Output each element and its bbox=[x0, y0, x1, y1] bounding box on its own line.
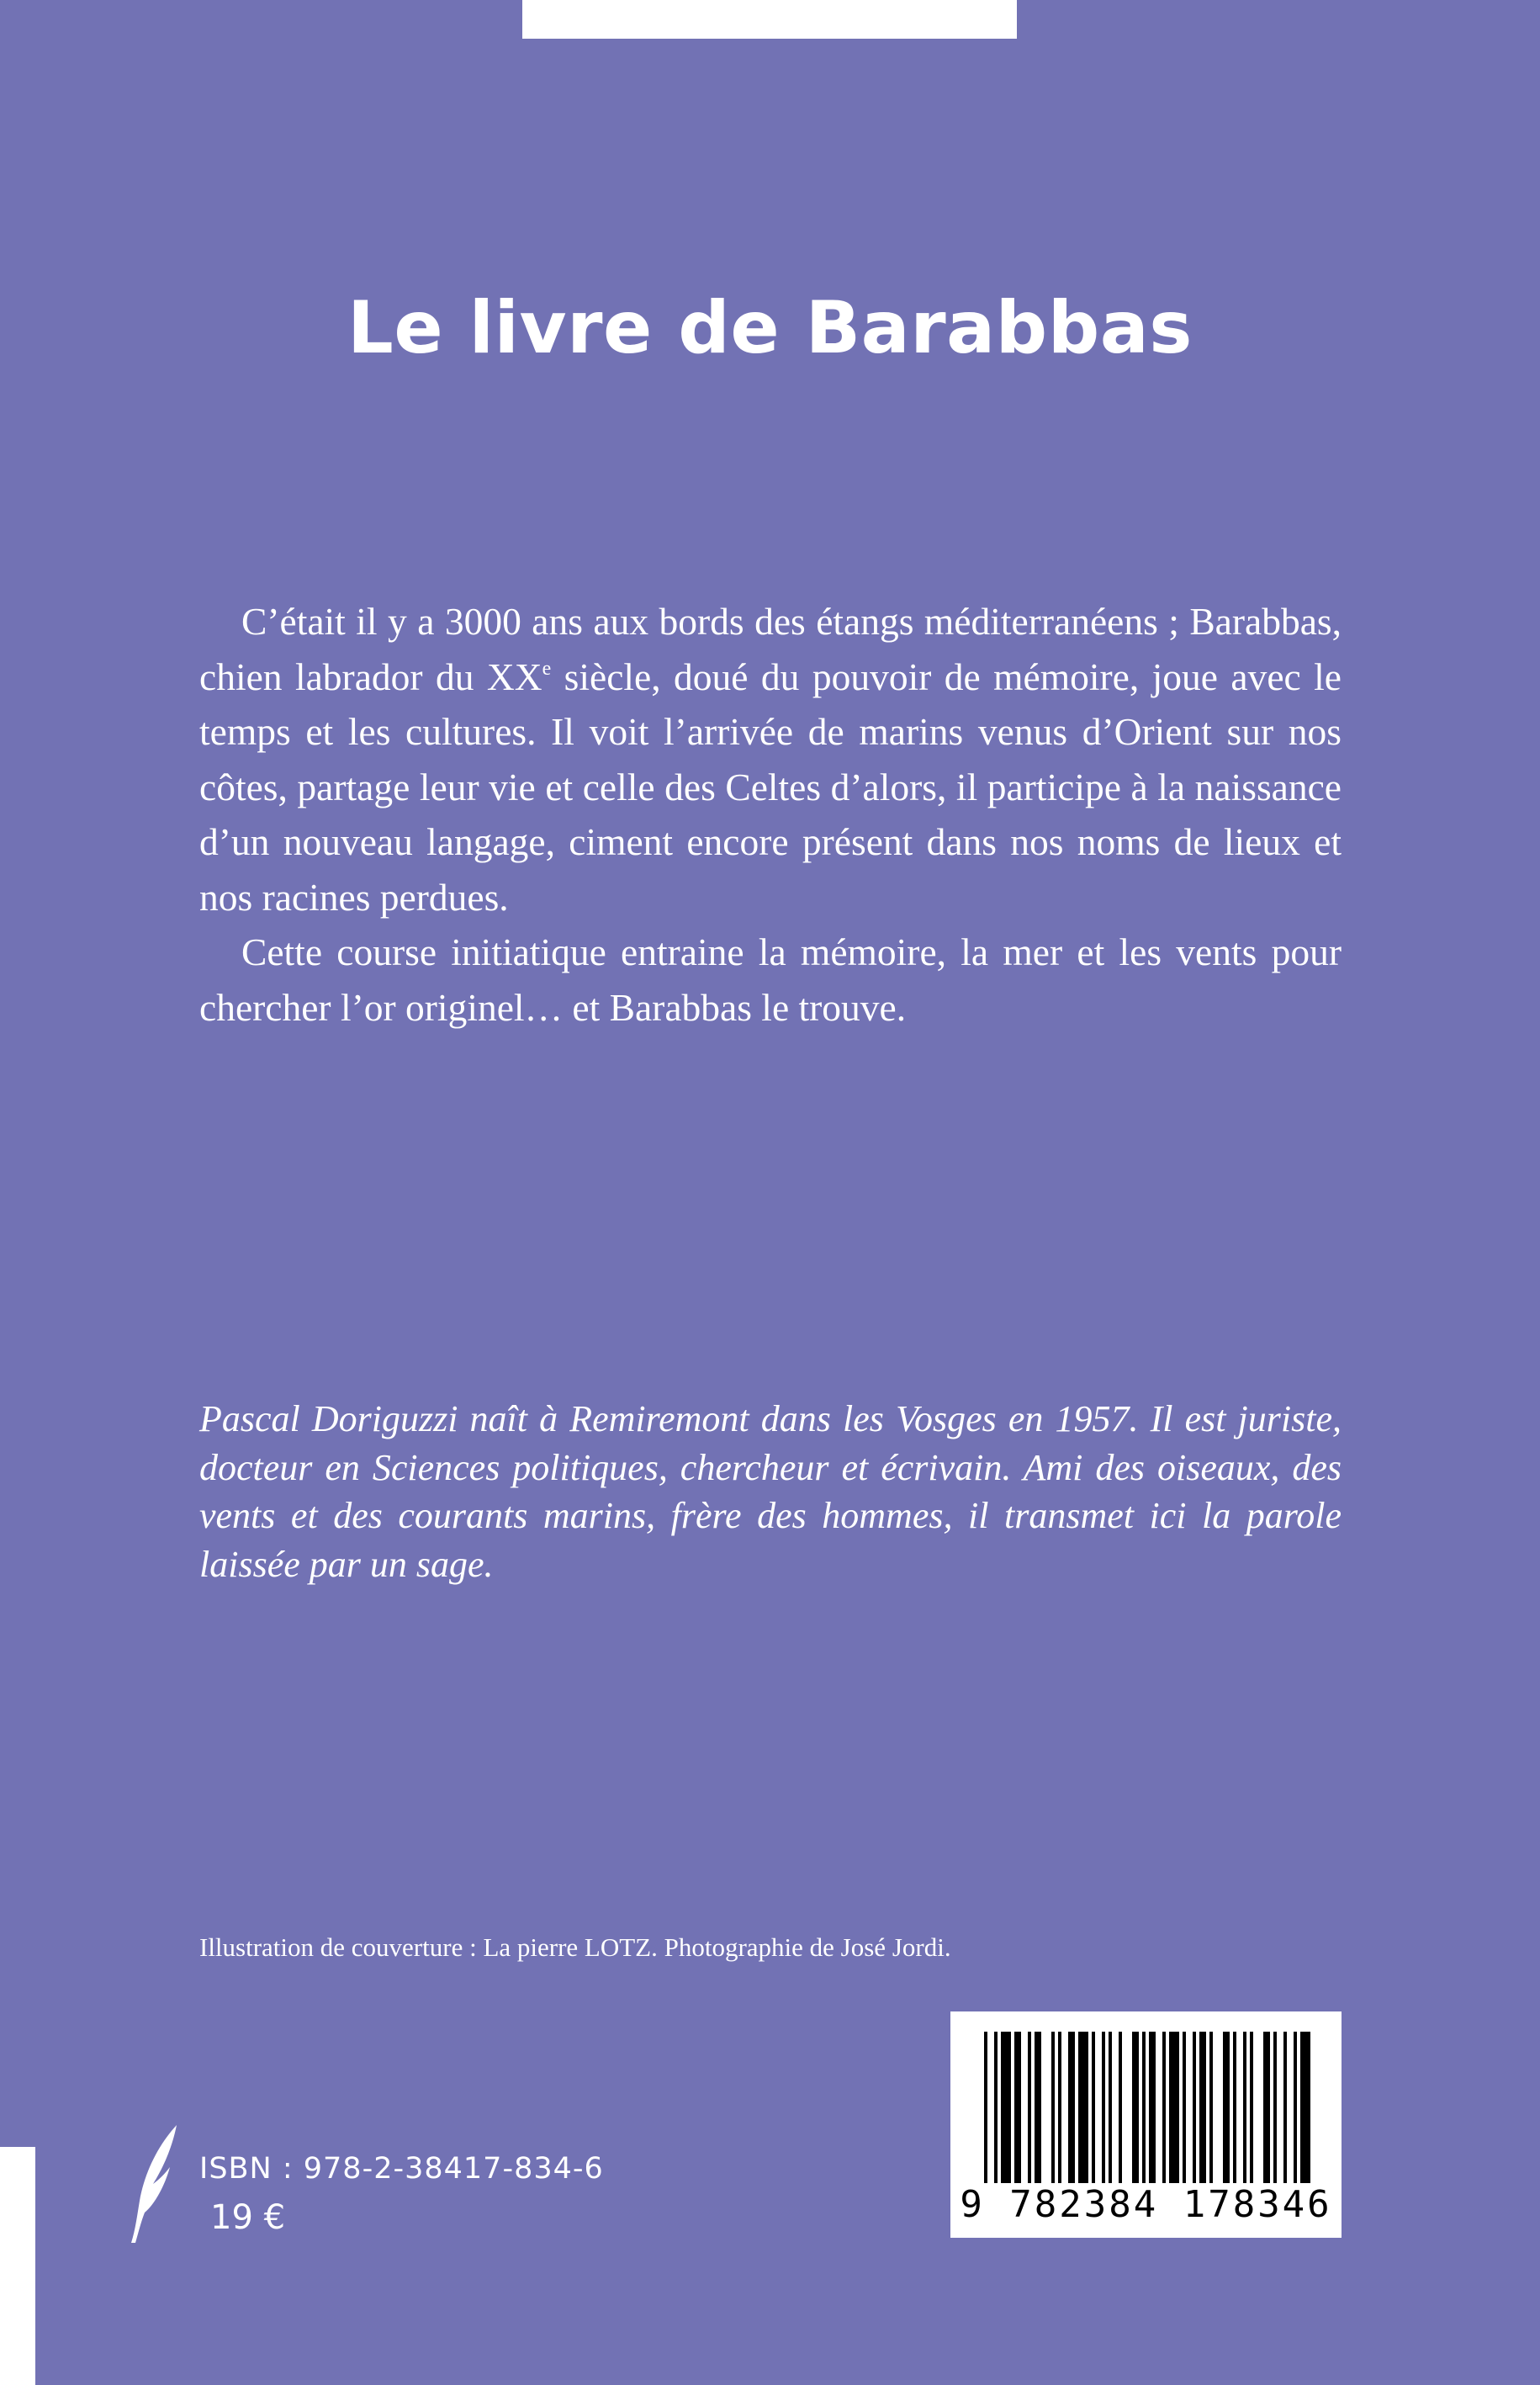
blurb-p1-part-1: C’était il y a 3000 ans aux bords des étangs méditerranéens ; Barabbas, chien labrador du XX bbox=[199, 600, 1342, 698]
author-bio: Pascal Doriguzzi naît à Remiremont dans les Vosges en 1957. Il est juriste, docteur en Sciences politiques, chercheur et écrivain. Ami des oiseaux, des vents et des courants marins, frère des hommes, il transmet ici la parole laissée par un sage. bbox=[199, 1398, 1342, 1585]
isbn: ISBN : 978-2-38417-834-6 bbox=[199, 2152, 604, 2186]
top-tab bbox=[522, 0, 1017, 39]
barcode bbox=[950, 2011, 1342, 2238]
cover-credit: Illustration de couverture : La pierre LOTZ. Photographie de José Jordi. bbox=[199, 1932, 951, 1962]
barcode-digits: 9 782384 178346 bbox=[960, 2183, 1332, 2226]
feather-icon bbox=[126, 2120, 187, 2246]
blurb-paragraph-1 bbox=[199, 594, 1342, 925]
book-title: Le livre de Barabbas bbox=[347, 286, 1193, 370]
blurb bbox=[199, 594, 1342, 1035]
blurb-p1-part-2: siècle, doué du pouvoir de mémoire, joue avec le temps et les cultures. Il voit l’arrivée de marins venus d’Orient sur nos côtes, partage leur vie et celle des Celtes d’alors, il participe à la naissance d’un nouveau langage, ciment encore présent dans nos noms de lieux et nos racines perdues. bbox=[199, 655, 1342, 919]
spine-strip bbox=[0, 2147, 35, 2385]
century-superscript: e bbox=[542, 657, 552, 680]
price: 19 € bbox=[210, 2198, 286, 2237]
blurb-paragraph-2: Cette course initiatique entraine la mémoire, la mer et les vents pour chercher l’or originel… et Barabbas le trouve. bbox=[199, 930, 1342, 1029]
